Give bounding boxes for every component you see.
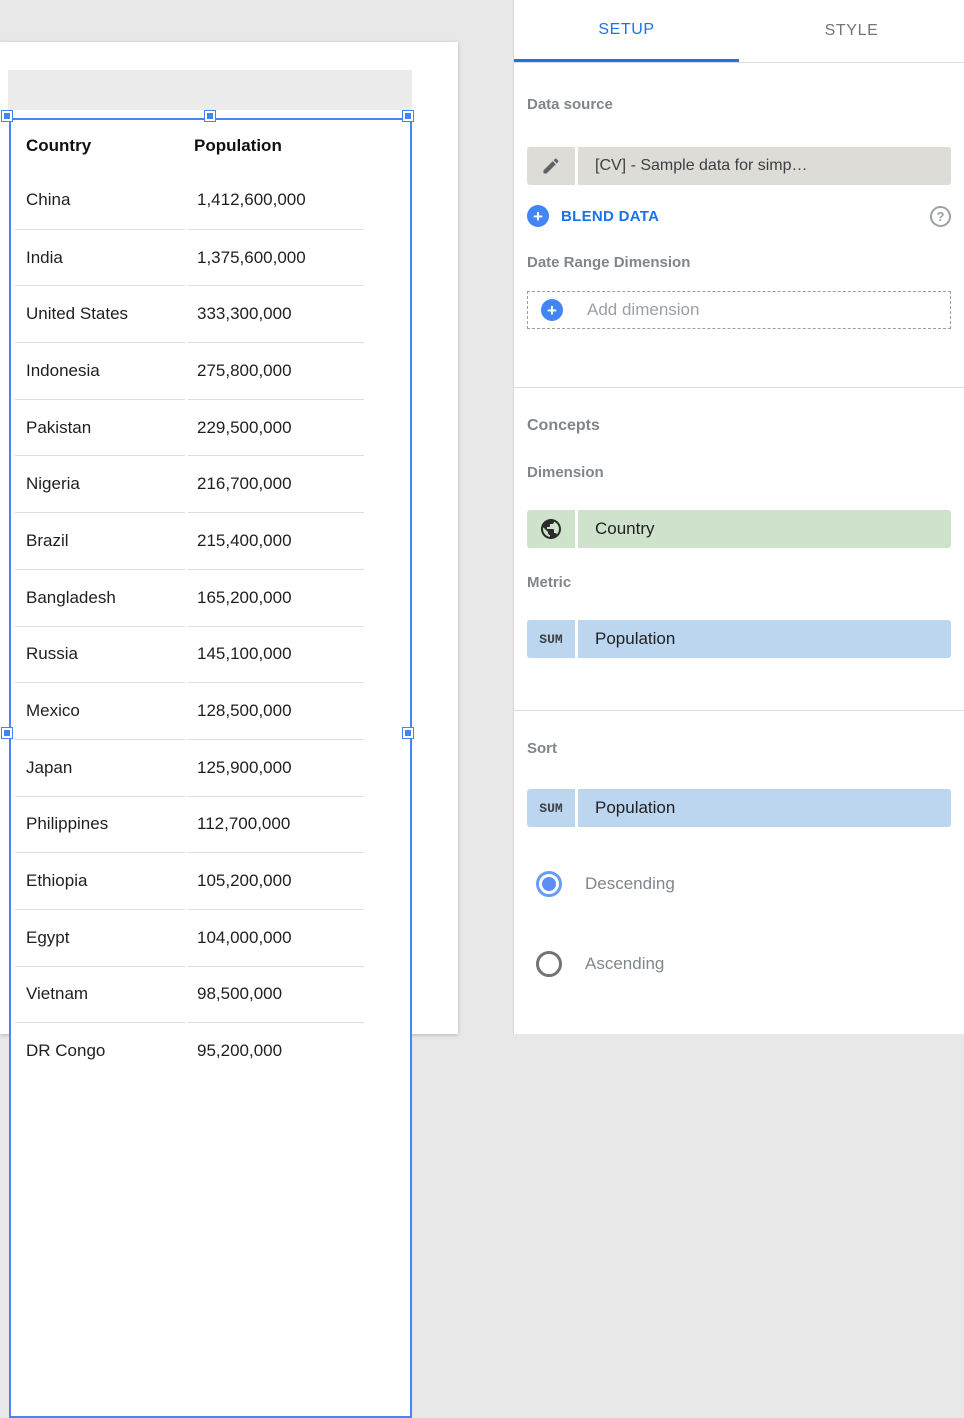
dimension-value: Country (578, 510, 951, 548)
population-cell: 128,500,000 (188, 682, 364, 739)
resize-handle-mid-left[interactable] (2, 728, 12, 738)
sort-descending-radio[interactable] (536, 871, 951, 897)
radio-button-icon (536, 951, 562, 977)
country-cell: DR Congo (15, 1022, 185, 1079)
table-row (15, 909, 364, 966)
sort-descending-label: Descending (585, 874, 675, 893)
data-source-section (514, 63, 964, 387)
country-cell: Russia (15, 626, 185, 683)
sum-aggregation-badge: SUM (527, 620, 575, 658)
report-canvas[interactable] (0, 42, 458, 1061)
tab-setup[interactable]: SETUP (514, 0, 739, 62)
table-row (15, 569, 364, 626)
edit-data-source-button[interactable] (527, 147, 575, 185)
population-cell: 98,500,000 (188, 966, 364, 1023)
population-cell: 104,000,000 (188, 909, 364, 966)
population-cell: 275,800,000 (188, 342, 364, 399)
country-cell: India (15, 229, 185, 286)
radio-button-icon (536, 871, 562, 897)
country-cell: Ethiopia (15, 852, 185, 909)
dimension-label: Dimension (527, 464, 604, 481)
blend-data-label: BLEND DATA (561, 207, 660, 225)
metric-value: Population (578, 620, 951, 658)
country-cell: Japan (15, 739, 185, 796)
resize-handle-top-left[interactable] (2, 111, 12, 121)
population-cell: 105,200,000 (188, 852, 364, 909)
table-chart-component[interactable] (9, 118, 412, 1418)
sort-field-value: Population (578, 789, 951, 827)
plus-icon: + (527, 205, 549, 227)
table-row (15, 512, 364, 569)
concepts-label: Concepts (527, 417, 600, 434)
country-cell: Indonesia (15, 342, 185, 399)
report-workspace (0, 0, 513, 1061)
column-header-population[interactable]: Population (194, 136, 282, 155)
add-date-range-dimension-button[interactable] (527, 291, 951, 329)
globe-icon (527, 510, 575, 548)
population-cell: 216,700,000 (188, 455, 364, 512)
table-row (15, 682, 364, 739)
sum-aggregation-badge: SUM (527, 789, 575, 827)
metric-chip-population[interactable] (527, 620, 951, 658)
date-range-dimension-label: Date Range Dimension (527, 254, 691, 271)
table-row (15, 966, 364, 1023)
population-cell: 1,375,600,000 (188, 229, 364, 286)
data-source-label: Data source (527, 96, 613, 113)
help-icon[interactable]: ? (930, 206, 951, 227)
country-cell: Bangladesh (15, 569, 185, 626)
column-header-country[interactable]: Country (26, 136, 92, 155)
country-cell: Pakistan (15, 399, 185, 456)
resize-handle-top-right[interactable] (403, 111, 413, 121)
population-cell: 95,200,000 (188, 1022, 364, 1079)
table-row (15, 342, 364, 399)
population-cell: 165,200,000 (188, 569, 364, 626)
sort-ascending-radio[interactable] (536, 951, 951, 977)
table-header-row (15, 120, 364, 172)
resize-handle-mid-right[interactable] (403, 728, 413, 738)
country-cell: Brazil (15, 512, 185, 569)
country-cell: China (26, 190, 71, 210)
country-cell: United States (15, 285, 185, 342)
table-row (15, 229, 364, 286)
country-cell: Vietnam (15, 966, 185, 1023)
population-cell: 1,412,600,000 (197, 190, 306, 210)
panel-tabs (514, 0, 964, 63)
plus-icon: + (541, 299, 563, 321)
country-cell: Mexico (15, 682, 185, 739)
population-cell: 333,300,000 (188, 285, 364, 342)
country-cell: Nigeria (15, 455, 185, 512)
population-cell: 145,100,000 (188, 626, 364, 683)
metric-label: Metric (527, 574, 572, 591)
table-row (15, 172, 364, 229)
concepts-section (514, 388, 964, 710)
sort-ascending-label: Ascending (585, 954, 665, 973)
population-cell: 112,700,000 (188, 796, 364, 853)
sort-section (514, 711, 964, 977)
sort-label: Sort (527, 740, 557, 757)
table-row (15, 285, 364, 342)
sort-field-chip[interactable] (527, 789, 951, 827)
table-body (15, 172, 364, 1079)
population-cell: 229,500,000 (188, 399, 364, 456)
dimension-chip-country[interactable] (527, 510, 951, 548)
tab-style[interactable]: STYLE (824, 22, 879, 39)
header-placeholder-block[interactable] (8, 70, 412, 110)
country-cell: Egypt (15, 909, 185, 966)
table-row (15, 739, 364, 796)
blend-data-button[interactable] (527, 205, 951, 227)
table-row (15, 796, 364, 853)
table-row (15, 1022, 364, 1079)
pencil-icon (541, 156, 561, 176)
add-dimension-placeholder: Add dimension (587, 300, 700, 319)
country-cell: Philippines (15, 796, 185, 853)
population-cell: 125,900,000 (188, 739, 364, 796)
data-source-chip[interactable] (527, 147, 951, 185)
table-row (15, 455, 364, 512)
resize-handle-top-center[interactable] (205, 111, 215, 121)
table-row (15, 399, 364, 456)
population-cell: 215,400,000 (188, 512, 364, 569)
table-row (15, 626, 364, 683)
table-row (15, 852, 364, 909)
properties-panel (513, 0, 964, 1034)
data-source-name: [CV] - Sample data for simp… (578, 147, 951, 185)
